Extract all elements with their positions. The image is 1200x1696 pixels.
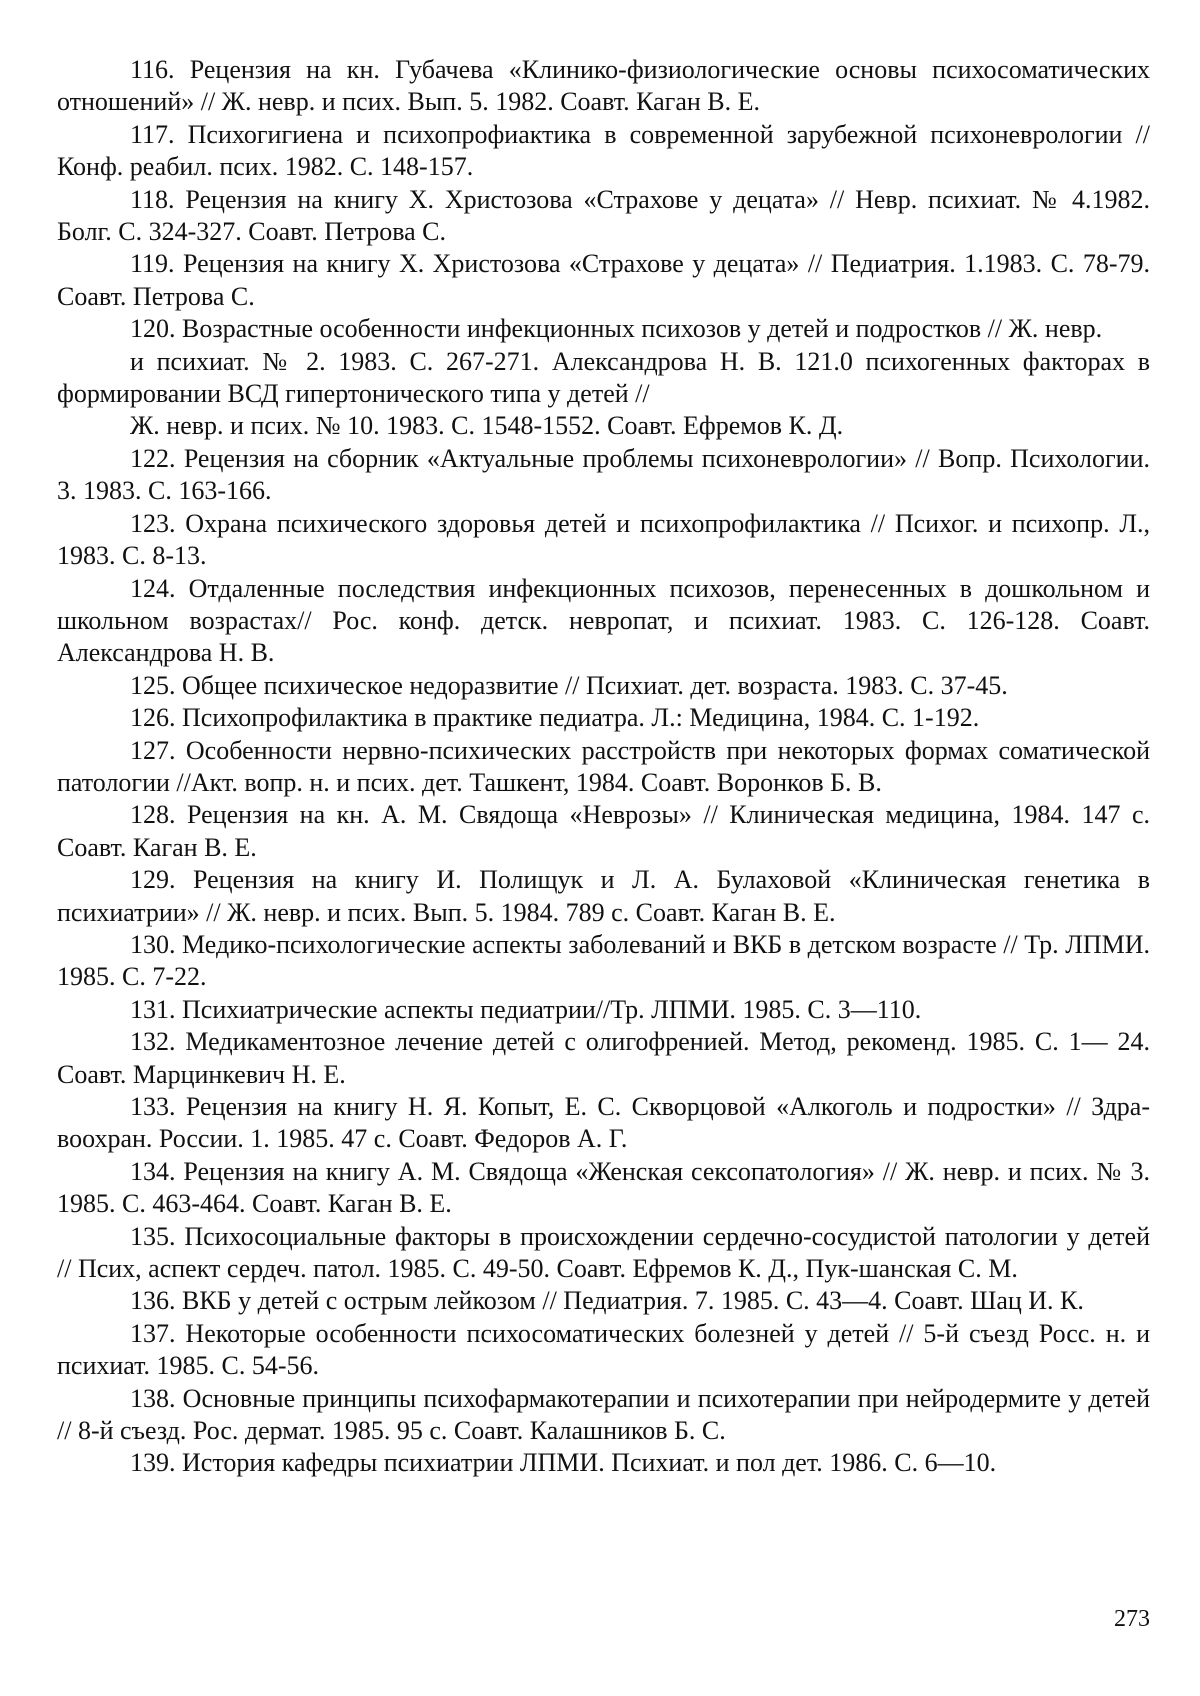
- entry-129: 129. Рецензия на книгу И. Полищук и Л. А. Булаховой «Клиническая генетика в психиатрии» // Ж. невр. и псих. Вып. 5. 1984. 789 с. Соавт. Каган В. Е.: [57, 864, 1150, 929]
- entry-132: 132. Медикаментозное лечение детей с олигофренией. Метод, рекоменд. 1985. С. 1— 24. Соавт. Марцинкевич Н. Е.: [57, 1026, 1150, 1091]
- page-number: 273: [1114, 1604, 1150, 1634]
- entry-124: 124. Отдаленные последствия инфекционных психозов, перенесенных в дошкольном и школьном возрастах// Рос. конф. детск. невропат, и психиат. 1983. С. 126-128. Соавт. Александрова Н. В.: [57, 573, 1150, 670]
- entry-128: 128. Рецензия на кн. А. М. Свядоща «Неврозы» // Клиническая медицина, 1984. 147 с. Соавт. Каган В. Е.: [57, 799, 1150, 864]
- entry-119: 119. Рецензия на книгу Х. Христозова «Страхове у децата» // Педиатрия. 1.1983. С. 78-79. Соавт. Петрова С.: [57, 248, 1150, 313]
- entry-123: 123. Охрана психического здоровья детей и психопрофилактика // Психог. и психопр. Л., 1983. С. 8-13.: [57, 508, 1150, 573]
- entry-134: 134. Рецензия на книгу А. М. Свядоща «Женская сексопатология» // Ж. невр. и псих. № 3. 1985. С. 463-464. Соавт. Каган В. Е.: [57, 1156, 1150, 1221]
- entry-130: 130. Медико-психологические аспекты заболеваний и ВКБ в детском возрасте // Тр. ЛПМИ. 1985. С. 7-22.: [57, 929, 1150, 994]
- bibliography-list: [57, 54, 1150, 1480]
- entry-131: 131. Психиатрические аспекты педиатрии//Тр. ЛПМИ. 1985. С. 3—110.: [57, 994, 1150, 1026]
- entry-127: 127. Особенности нервно-психических расстройств при некоторых формах соматической патологии //Акт. вопр. н. и псих. дет. Ташкент, 1984. Соавт. Воронков Б. В.: [57, 735, 1150, 800]
- entry-120-continuation: и психиат. № 2. 1983. С. 267-271. Александрова Н. В. 121.0 психогенных факторах в формировании ВСД гипертонического типа у детей //: [57, 346, 1150, 411]
- entry-136: 136. ВКБ у детей с острым лейкозом // Педиатрия. 7. 1985. С. 43—4. Соавт. Шац И. К.: [57, 1285, 1150, 1317]
- entry-138: 138. Основные принципы психофармакотерапии и психотерапии при нейродермите у детей // 8-й съезд. Рос. дермат. 1985. 95 с. Соавт. Калашников Б. С.: [57, 1383, 1150, 1448]
- entry-116: 116. Рецензия на кн. Губачева «Клинико-физиологические основы психосоматических отношений» // Ж. невр. и псих. Вып. 5. 1982. Соавт. Каган В. Е.: [57, 54, 1150, 119]
- entry-133: 133. Рецензия на книгу Н. Я. Копыт, Е. С. Скворцовой «Алкоголь и подростки» // Здра-воохран. России. 1. 1985. 47 с. Соавт. Федоров А. Г.: [57, 1091, 1150, 1156]
- entry-125: 125. Общее психическое недоразвитие // Психиат. дет. возраста. 1983. С. 37-45.: [57, 670, 1150, 702]
- entry-135: 135. Психосоциальные факторы в происхождении сердечно-сосудистой патологии у детей // Псих, аспект сердеч. патол. 1985. С. 49-50. Соавт. Ефремов К. Д., Пук-шанская С. М.: [57, 1221, 1150, 1286]
- entry-137: 137. Некоторые особенности психосоматических болезней у детей // 5-й съезд Росс. н. и психиат. 1985. С. 54-56.: [57, 1318, 1150, 1383]
- entry-126: 126. Психопрофилактика в практике педиатра. Л.: Медицина, 1984. С. 1-192.: [57, 702, 1150, 734]
- document-page: [0, 0, 1200, 1696]
- entry-139: 139. История кафедры психиатрии ЛПМИ. Психиат. и пол дет. 1986. С. 6—10.: [57, 1447, 1150, 1479]
- entry-117: 117. Психогигиена и психопрофиактика в современной зарубежной психоневрологии // Конф. реабил. псих. 1982. С. 148-157.: [57, 119, 1150, 184]
- entry-118: 118. Рецензия на книгу Х. Христозова «Страхове у децата» // Невр. психиат. № 4.1982. Болг. С. 324-327. Соавт. Петрова С.: [57, 184, 1150, 249]
- entry-121-continuation: Ж. невр. и псих. № 10. 1983. С. 1548-1552. Соавт. Ефремов К. Д.: [57, 410, 1150, 442]
- entry-120: 120. Возрастные особенности инфекционных психозов у детей и подростков // Ж. невр.: [57, 313, 1150, 345]
- entry-122: 122. Рецензия на сборник «Актуальные проблемы психоневрологии» // Вопр. Психологии. 3. 1983. С. 163-166.: [57, 443, 1150, 508]
